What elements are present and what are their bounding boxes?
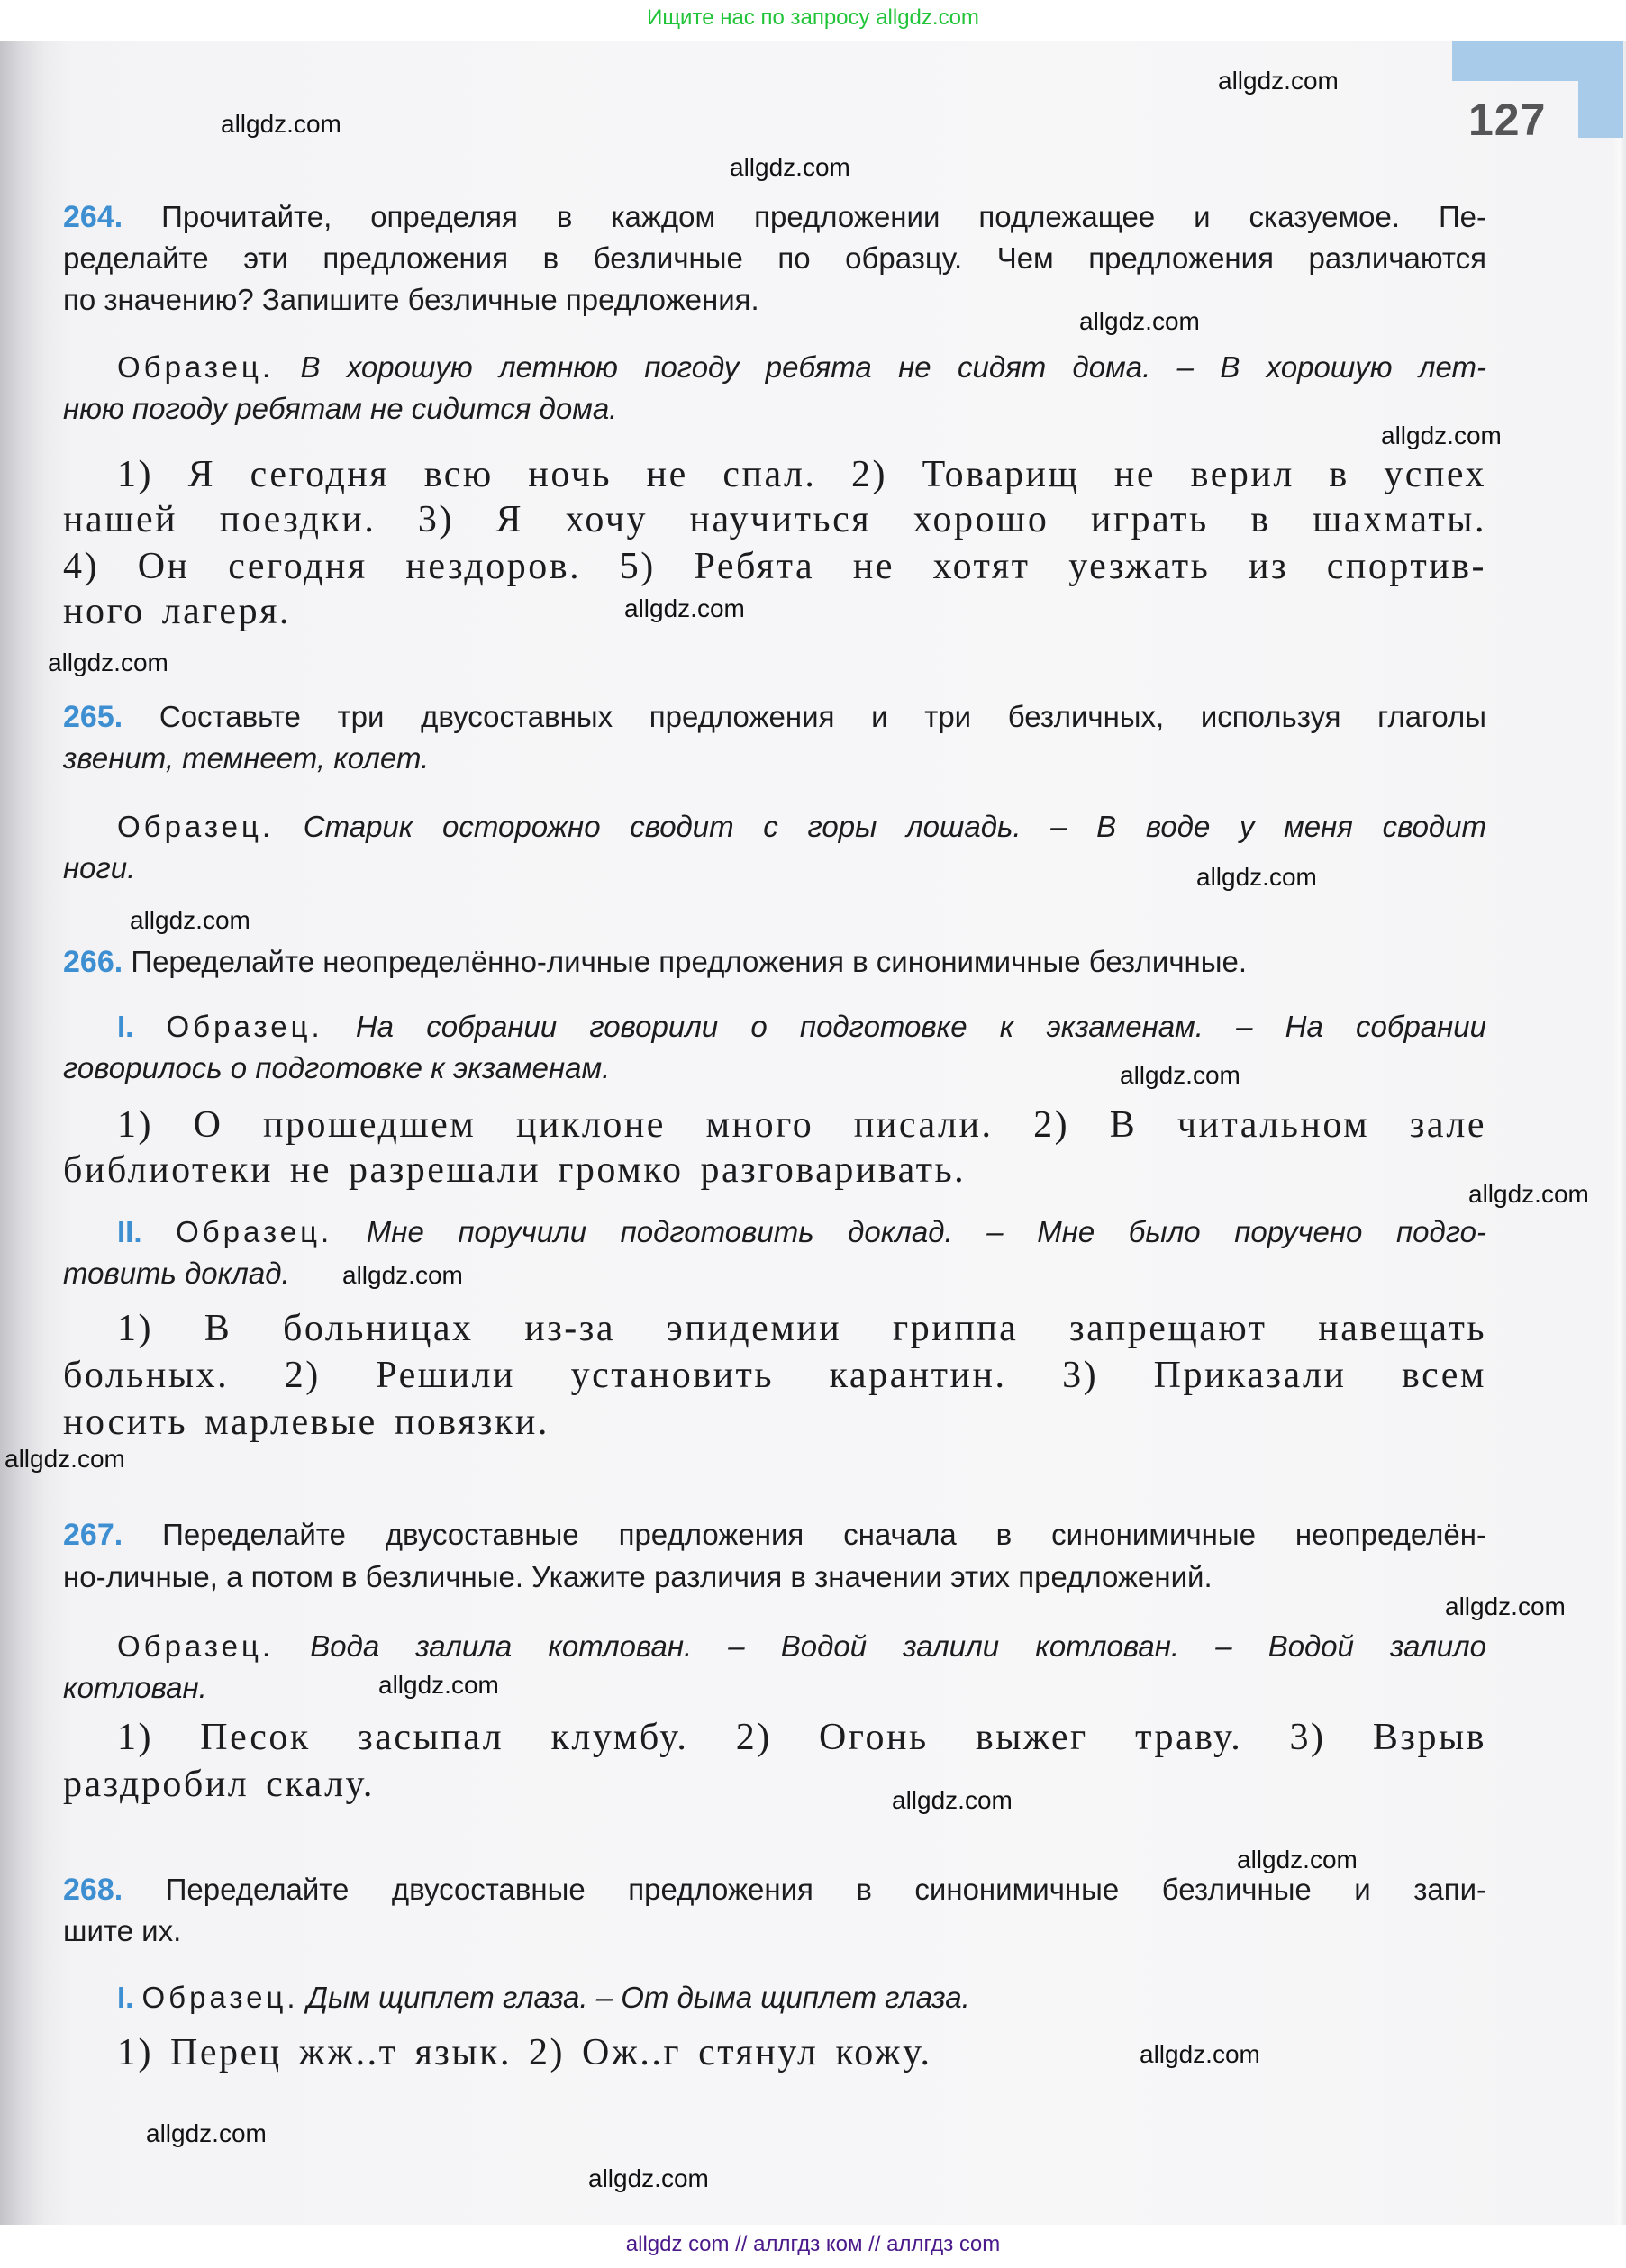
part-marker: I. <box>117 1010 134 1043</box>
watermark: allgdz.com <box>378 1671 499 1699</box>
watermark: allgdz.com <box>1468 1180 1589 1208</box>
part-marker: II. <box>117 1215 142 1248</box>
sample-text: котлован. <box>63 1671 207 1704</box>
exercise-268-part-1-sentences: 1) Перец жж..т язык. 2) Ож..г стянул кожу. <box>117 2032 932 2073</box>
watermark: allgdz.com <box>892 1786 1013 1814</box>
exercise-266-part-2-sentences-line-2: больных. 2) Решили установить карантин. 3) Приказали всем <box>63 1355 1486 1396</box>
exercise-265-sample <box>117 810 1486 844</box>
exercise-number: 267. <box>63 1518 123 1552</box>
exercise-264-instruction <box>63 200 1486 235</box>
exercise-268-instruction <box>63 1873 1486 1908</box>
watermark: allgdz.com <box>1196 863 1317 891</box>
watermark: allgdz.com <box>730 153 850 181</box>
instruction-text: Переделайте двусоставные предложения сначала в синонимичные неопределён- <box>162 1518 1486 1551</box>
exercise-266-part-1-sentences-line-2: библиотеки не разрешали громко разговаривать. <box>63 1149 967 1191</box>
watermark: allgdz.com <box>588 2164 709 2192</box>
exercise-268-part-1-sample <box>117 1981 970 2015</box>
watermark: allgdz.com <box>1381 422 1502 449</box>
exercise-264-sentences-line-1: 1) Я сегодня всю ночь не спал. 2) Товарищ не верил в успех <box>117 454 1486 495</box>
watermark: allgdz.com <box>1237 1846 1358 1873</box>
sample-text: Дым щиплет глаза. – От дыма щиплет глаза. <box>306 1981 970 2014</box>
exercise-268-instruction-line-2: шите их. <box>63 1914 182 1947</box>
footer-text: allgdz com // аллгдз ком // аллгдз com <box>625 2232 1001 2256</box>
exercise-264-sentences-line-3: 4) Он сегодня нездоров. 5) Ребята не хотят уезжать из спортив- <box>63 546 1486 587</box>
exercise-266-part-2-sentences-line-1: 1) В больницах из-за эпидемии гриппа запрещают навещать <box>117 1308 1486 1349</box>
sample-text: нюю погоду ребятам не сидится дома. <box>63 392 618 425</box>
watermark: allgdz.com <box>130 906 250 934</box>
sample-label: Образец. <box>117 350 275 384</box>
exercise-266-part-1-sentences-line-1: 1) О прошедшем циклоне много писали. 2) В читальном зале <box>117 1104 1486 1146</box>
exercise-267-sample <box>117 1629 1486 1664</box>
instruction-text: Прочитайте, определяя в каждом предложении подлежащее и сказуемое. Пе- <box>161 200 1487 233</box>
exercise-number: 268. <box>63 1873 123 1907</box>
exercise-267-sample-line-2 <box>63 1671 207 1705</box>
sample-label: Образец. <box>117 810 275 843</box>
watermark: allgdz.com <box>48 649 168 676</box>
exercise-266-part-1-sample <box>117 1010 1486 1044</box>
instruction-text: Переделайте неопределённо-личные предложения в синонимичные безличные. <box>131 945 1248 978</box>
sample-text: Старик осторожно сводит с горы лошадь. – В воде у меня сводит <box>303 810 1486 843</box>
exercise-267-instruction <box>63 1518 1486 1553</box>
footer-banner <box>0 2225 1626 2268</box>
watermark: allgdz.com <box>1120 1061 1240 1089</box>
exercise-265-instruction <box>63 700 1486 735</box>
sample-text: ноги. <box>63 851 136 885</box>
watermark: allgdz.com <box>1218 67 1339 95</box>
exercise-266-instruction <box>63 945 1247 980</box>
exercise-number: 264. <box>63 200 123 234</box>
exercise-267-sentences-line-1: 1) Песок засыпал клумбу. 2) Огонь выжег траву. 3) Взрыв <box>117 1717 1486 1758</box>
exercise-264-sample-line-2 <box>63 392 617 426</box>
sample-text: В хорошую летнюю погоду ребята не сидят дома. – В хорошую лет- <box>300 350 1487 384</box>
watermark: allgdz.com <box>146 2119 267 2147</box>
instruction-text: Составьте три двусоставных предложения и три безличных, используя глаголы <box>159 700 1486 733</box>
instruction-text: Переделайте двусоставные предложения в синонимичные безличные и запи- <box>165 1873 1486 1906</box>
watermark: allgdz.com <box>1079 307 1200 335</box>
sample-text: Вода залила котлован. – Водой залили котлован. – Водой залило <box>310 1629 1487 1663</box>
sample-text: говорилось о подготовке к экзаменам. <box>63 1051 611 1084</box>
exercise-267-instruction-line-2: но-личные, а потом в безличные. Укажите различия в значении этих предложений. <box>63 1560 1213 1593</box>
exercise-265-verbs: звенит, темнеет, колет. <box>63 741 430 775</box>
exercise-266-part-2-sample-line-2 <box>63 1256 290 1291</box>
sample-label: Образец. <box>117 1629 275 1663</box>
exercise-number: 266. <box>63 945 123 979</box>
sample-text: товить доклад. <box>63 1256 290 1290</box>
sample-label: Образец. <box>176 1215 333 1248</box>
exercise-264-sentences-line-2: нашей поездки. 3) Я хочу научиться хорошо играть в шахматы. <box>63 499 1486 540</box>
exercise-265-sample-line-2 <box>63 851 135 885</box>
exercise-267-sentences-line-2: раздробил скалу. <box>63 1764 375 1805</box>
watermark: allgdz.com <box>342 1261 463 1289</box>
sample-label: Образец. <box>166 1010 323 1043</box>
exercise-264-sample <box>117 350 1486 385</box>
part-marker: I. <box>117 1981 134 2014</box>
watermark: allgdz.com <box>1445 1592 1566 1620</box>
watermark: allgdz.com <box>1140 2040 1260 2068</box>
exercise-264-instruction-line-2: ределайте эти предложения в безличные по образцу. Чем предложения различаются <box>63 241 1486 275</box>
exercise-266-part-2-sample <box>117 1215 1486 1249</box>
sample-text: Мне поручили подготовить доклад. – Мне было поручено подго- <box>366 1215 1486 1248</box>
watermark: allgdz.com <box>624 594 745 622</box>
exercise-266-part-2-sentences-line-3: носить марлевые повязки. <box>63 1402 550 1443</box>
exercise-266-part-1-sample-line-2 <box>63 1051 610 1085</box>
watermark: allgdz.com <box>5 1445 125 1473</box>
banner-text: Ищите нас по запросу allgdz.com <box>647 5 979 30</box>
exercise-264-sentences-line-4: ного лагеря. <box>63 591 291 632</box>
exercise-number: 265. <box>63 700 123 734</box>
sample-text: На собрании говорили о подготовке к экзаменам. – На собрании <box>355 1010 1487 1043</box>
page-corner-decoration-side <box>1578 41 1623 138</box>
exercise-264-instruction-line-3: по значению? Запишите безличные предложения. <box>63 283 759 316</box>
watermark: allgdz.com <box>221 110 341 138</box>
sample-label: Образец. <box>141 1981 299 2014</box>
top-banner <box>0 0 1626 41</box>
page-number: 127 <box>1468 95 1547 145</box>
